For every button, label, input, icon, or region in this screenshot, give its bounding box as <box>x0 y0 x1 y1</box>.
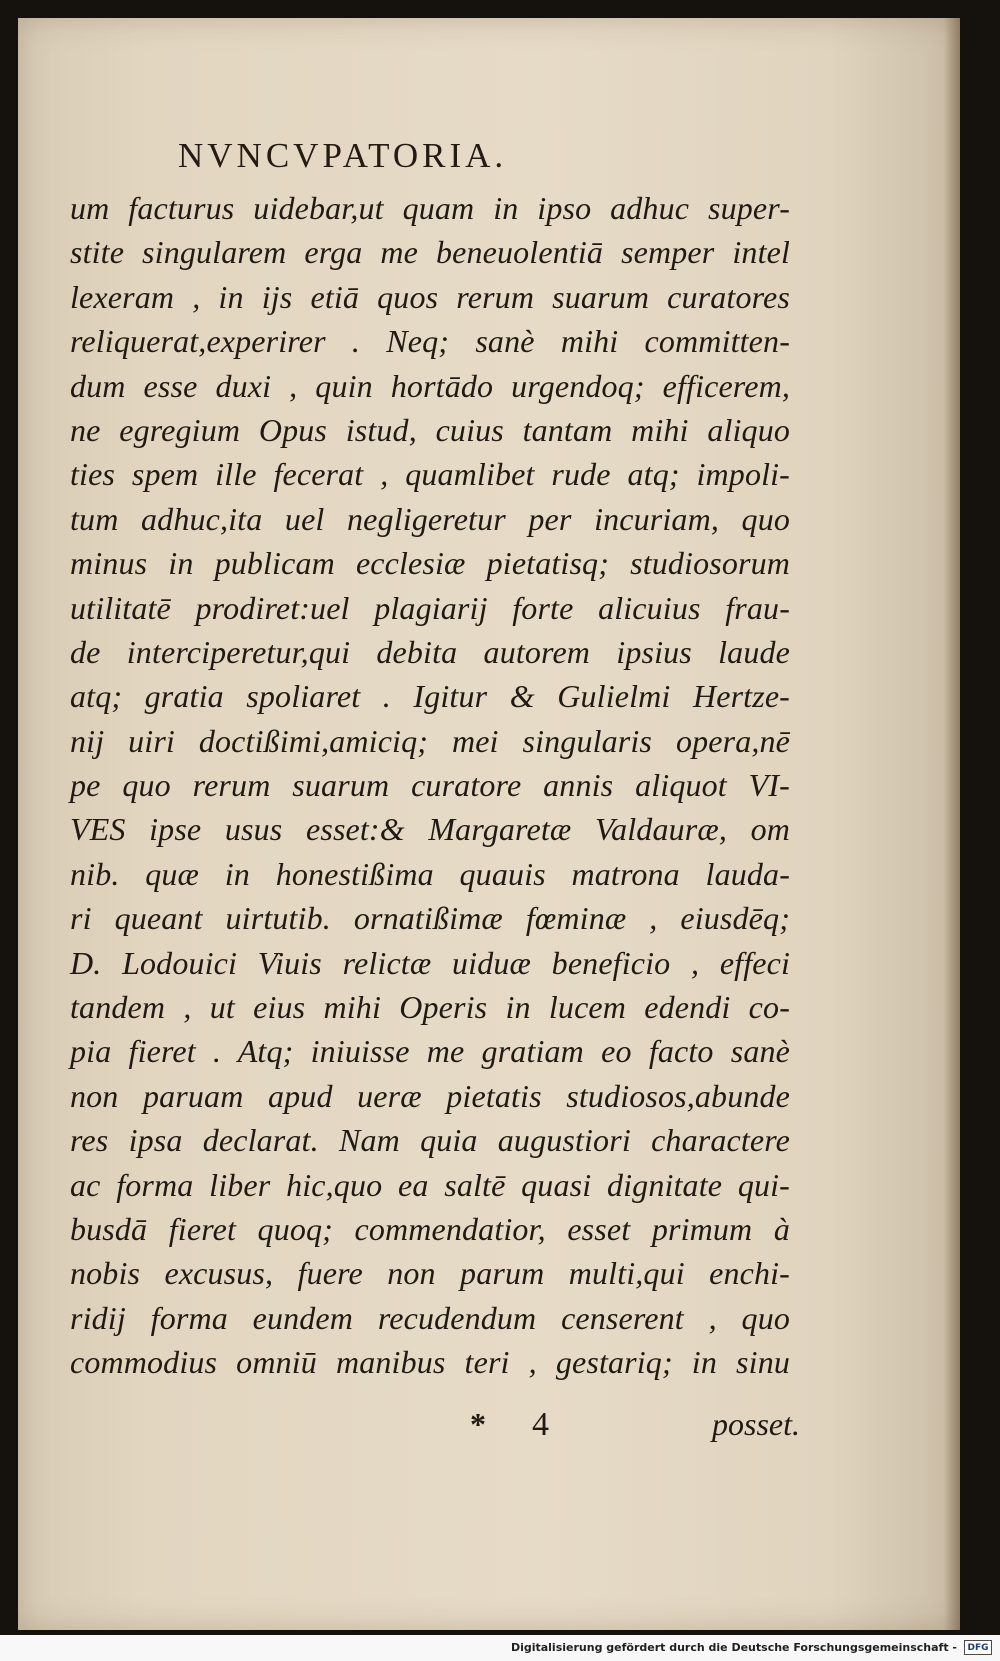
text-line-3: lexeram , in ijs etiā quos rerum suarum curatores <box>70 278 790 315</box>
text-line-17: ri queant uirtutib. ornatißimæ fœminæ , eiusdēq; <box>70 900 790 937</box>
text-line-16: nib. quæ in honestißima quauis matrona lauda- <box>70 855 790 892</box>
text-line-2: stite singularem erga me beneuolentiā semper intel <box>70 234 790 271</box>
text-line-18: D. Lodouici Viuis relictæ uiduæ beneficio , effeci <box>70 944 790 981</box>
text-line-14: pe quo rerum suarum curatore annis aliquot VI- <box>70 767 790 804</box>
text-line-8: tum adhuc,ita uel negligeretur per incuriam, quo <box>70 500 790 537</box>
text-line-7: ties spem ille fecerat , quamlibet rude atq; impoli- <box>70 456 790 493</box>
text-line-24: busdā fieret quoq; commendatior, esset primum à <box>70 1210 790 1247</box>
text-line-20: pia fieret . Atq; iniuisse me gratiam eo facto sanè <box>70 1033 790 1070</box>
text-line-10: utilitatē prodiret:uel plagiarij forte alicuius frau- <box>70 589 790 626</box>
text-line-15: VES ipse usus esset:& Margaretæ Valdauræ, om <box>70 811 790 848</box>
text-line-25: nobis excusus, fuere non parum multi,qui enchi- <box>70 1255 790 1292</box>
text-line-21: non paruam apud ueræ pietatis studiosos,abunde <box>70 1077 790 1114</box>
text-line-11: de interciperetur,qui debita autorem ipsius laude <box>70 633 790 670</box>
text-line-4: reliquerat,experirer . Neq; sanè mihi committen- <box>70 323 790 360</box>
text-line-27: commodius omniū manibus teri , gestariq; in sinu <box>70 1344 790 1381</box>
text-line-12: atq; gratia spoliaret . Igitur & Gulielmi Hertze- <box>70 678 790 715</box>
text-line-5: dum esse duxi , quin hortādo urgendoq; efficerem, <box>70 367 790 404</box>
book-page <box>18 18 960 1630</box>
page-edge-shadow <box>944 18 960 1630</box>
running-head: NVNCVPATORIA. <box>178 136 508 175</box>
text-line-23: ac forma liber hic,quo ea saltē quasi dignitate qui- <box>70 1166 790 1203</box>
text-line-26: ridij forma eundem recudendum censerent , quo <box>70 1299 790 1336</box>
text-line-22: res ipsa declarat. Nam quia augustiori charactere <box>70 1122 790 1159</box>
page-footer <box>470 1406 800 1456</box>
digitization-credit-text: Digitalisierung gefördert durch die Deutsche Forschungsgemeinschaft - <box>510 1641 957 1654</box>
signature-mark: * <box>470 1406 486 1442</box>
text-line-13: nij uiri doctißimi,amiciq; mei singularis opera,nē <box>70 722 790 759</box>
latin-text-block <box>70 186 790 1385</box>
catchword: posset. <box>712 1406 800 1442</box>
digitization-credit-bar <box>0 1635 1000 1661</box>
page-number: 4 <box>532 1406 549 1443</box>
text-line-6: ne egregium Opus istud, cuius tantam mihi aliquo <box>70 411 790 448</box>
text-line-9: minus in publicam ecclesiæ pietatisq; studiosorum <box>70 545 790 582</box>
dfg-logo-icon: DFG <box>964 1640 992 1655</box>
text-line-1: um facturus uidebar,ut quam in ipso adhuc super- <box>70 190 790 226</box>
text-line-19: tandem , ut eius mihi Operis in lucem edendi co- <box>70 989 790 1026</box>
